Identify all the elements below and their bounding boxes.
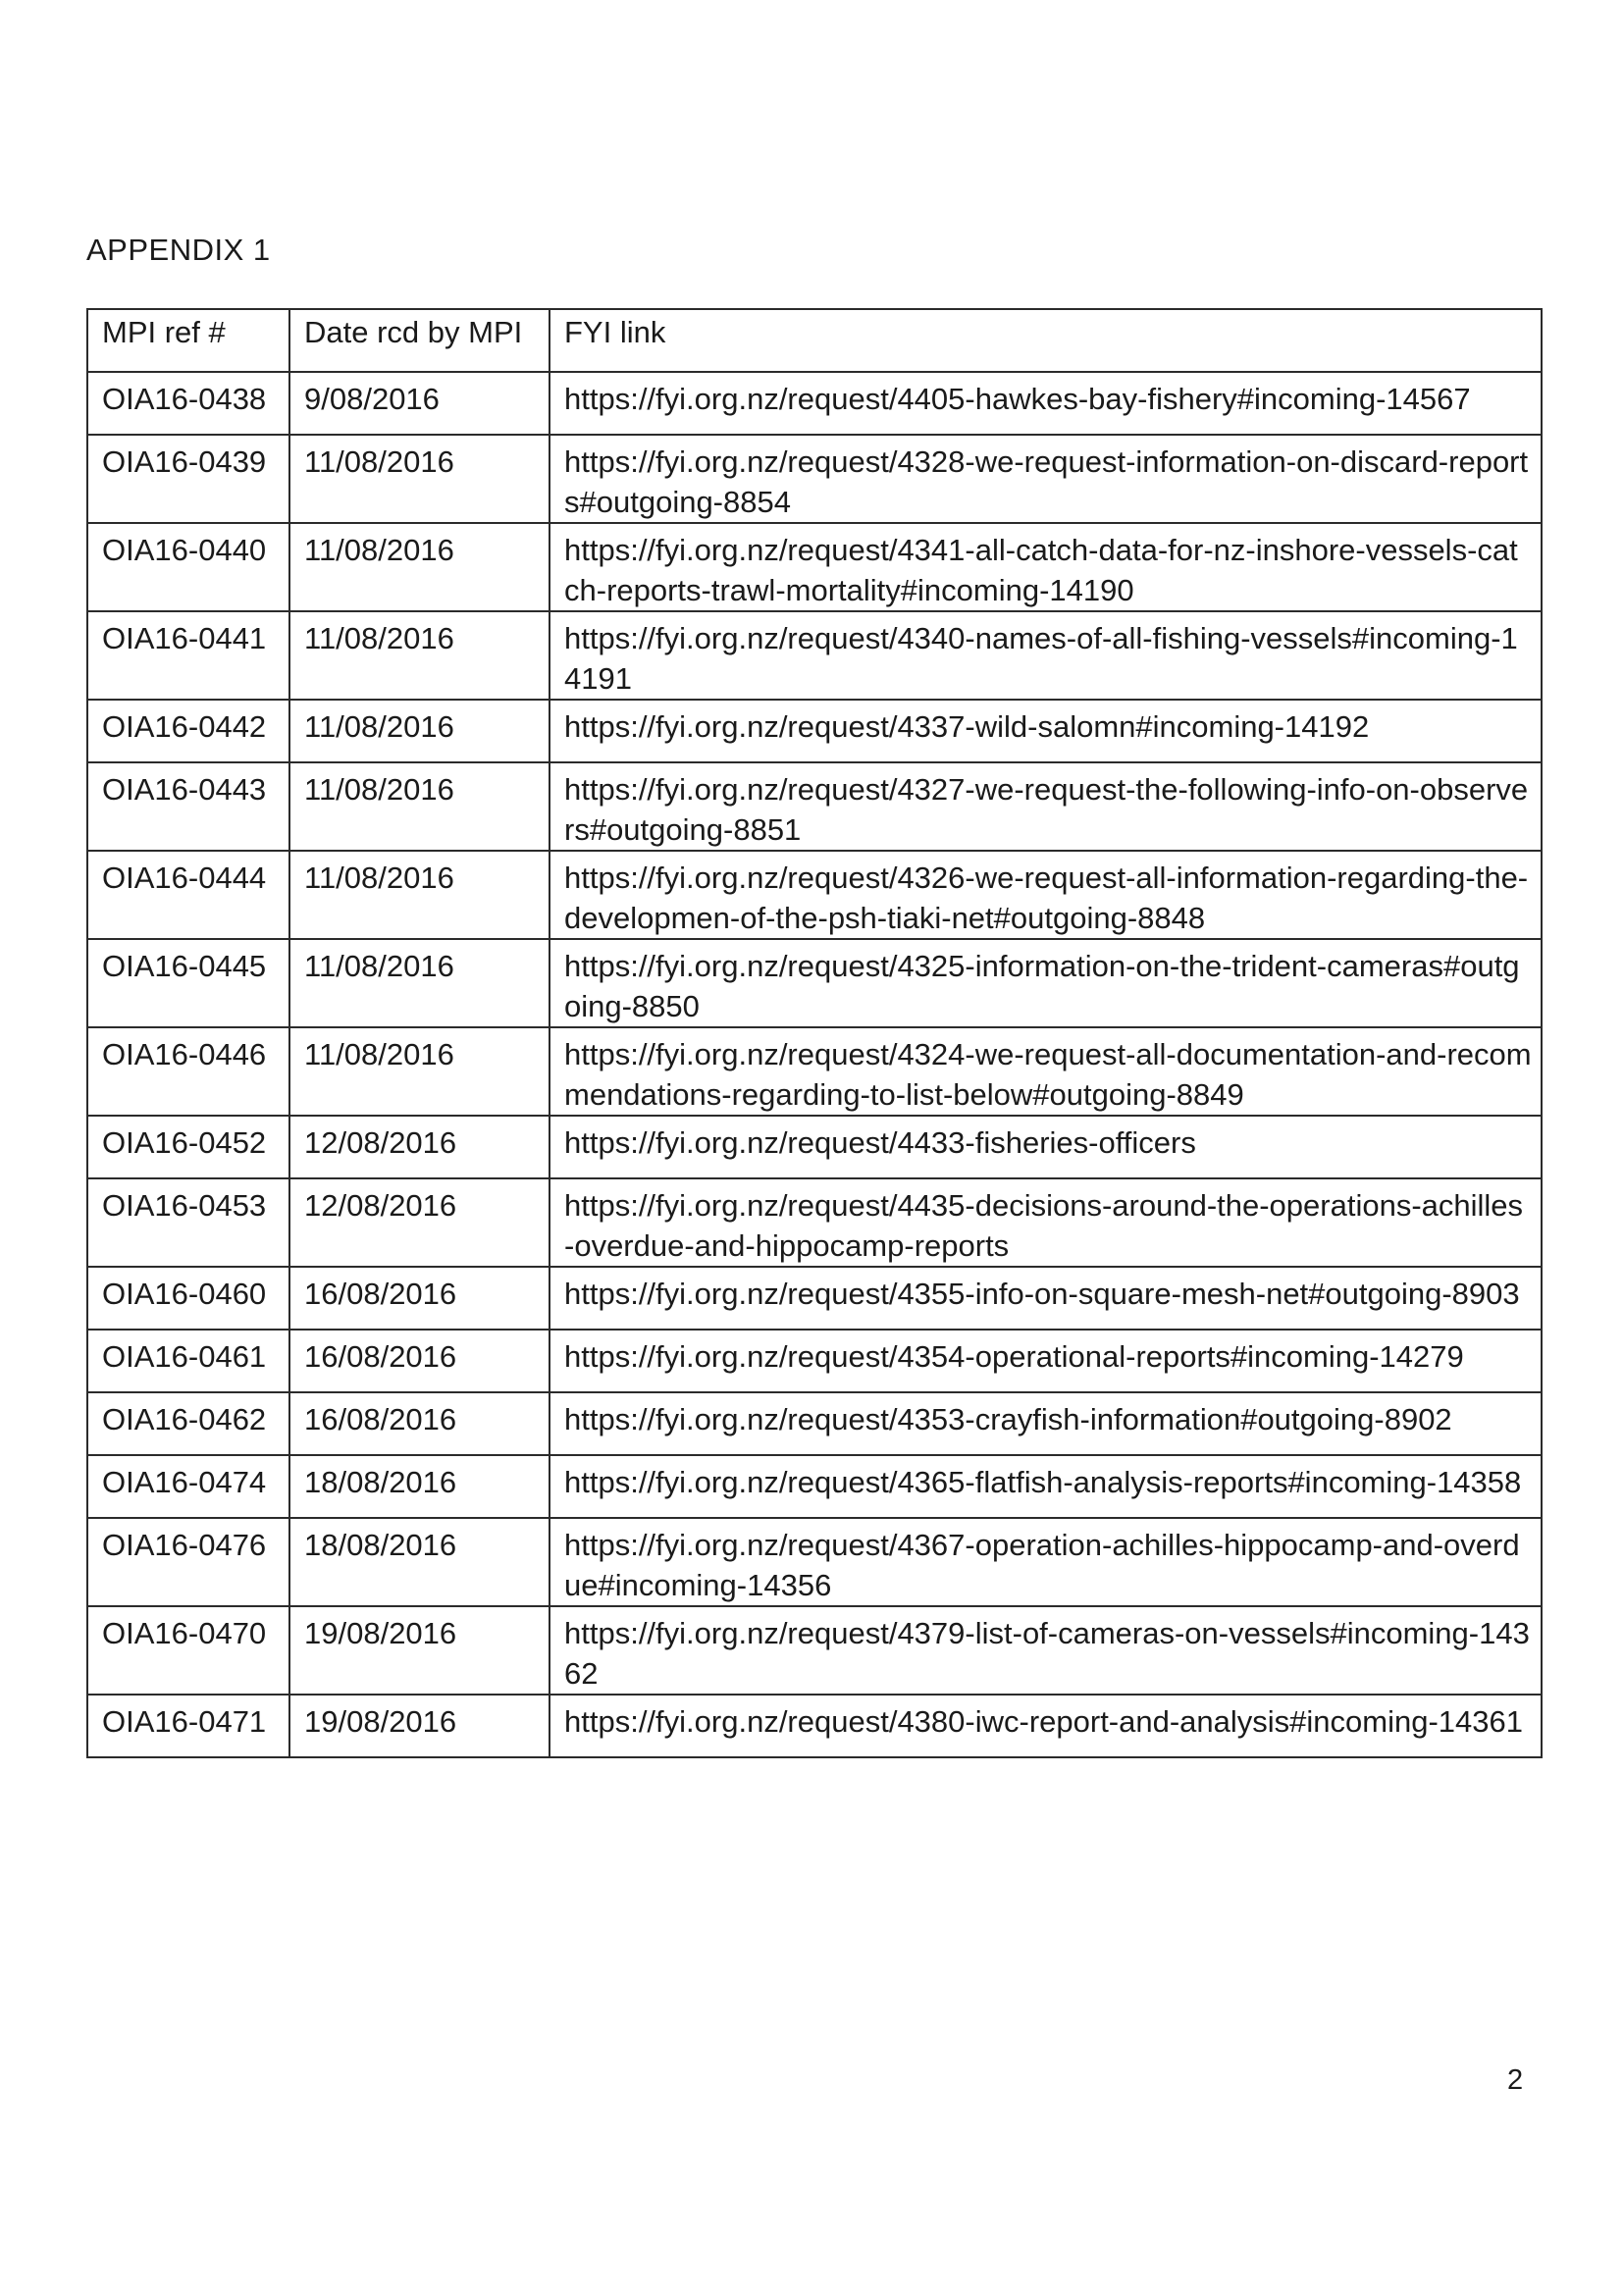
date-cell: 11/08/2016 [289,523,550,611]
header-date-received: Date rcd by MPI [289,309,550,372]
date-cell: 18/08/2016 [289,1518,550,1606]
fyi-link-cell: https://fyi.org.nz/request/4435-decisions-around-the-operations-achilles-overdue-and-hippocamp-reports [550,1178,1542,1267]
mpi-ref-cell: OIA16-0476 [87,1518,289,1606]
table-row [87,1178,1542,1267]
date-cell: 18/08/2016 [289,1455,550,1518]
page-number: 2 [1507,2064,1524,2096]
date-cell: 16/08/2016 [289,1330,550,1392]
table-row [87,1267,1542,1330]
date-cell: 9/08/2016 [289,372,550,435]
table-row [87,851,1542,939]
fyi-link-cell: https://fyi.org.nz/request/4337-wild-salomn#incoming-14192 [550,700,1542,762]
mpi-ref-cell: OIA16-0452 [87,1116,289,1178]
mpi-ref-cell: OIA16-0439 [87,435,289,523]
mpi-ref-cell: OIA16-0453 [87,1178,289,1267]
fyi-link-cell: https://fyi.org.nz/request/4405-hawkes-bay-fishery#incoming-14567 [550,372,1542,435]
mpi-ref-cell: OIA16-0462 [87,1392,289,1455]
appendix-table [86,308,1543,1758]
mpi-ref-cell: OIA16-0446 [87,1027,289,1116]
mpi-ref-cell: OIA16-0440 [87,523,289,611]
fyi-link-cell: https://fyi.org.nz/request/4353-crayfish-information#outgoing-8902 [550,1392,1542,1455]
fyi-link-cell: https://fyi.org.nz/request/4327-we-request-the-following-info-on-observers#outgoing-8851 [550,762,1542,851]
mpi-ref-cell: OIA16-0470 [87,1606,289,1695]
table-row [87,1027,1542,1116]
appendix-heading: APPENDIX 1 [86,233,271,267]
fyi-link-cell: https://fyi.org.nz/request/4367-operation-achilles-hippocamp-and-overdue#incoming-14356 [550,1518,1542,1606]
table-row [87,1518,1542,1606]
table-row [87,700,1542,762]
fyi-link-cell: https://fyi.org.nz/request/4355-info-on-square-mesh-net#outgoing-8903 [550,1267,1542,1330]
date-cell: 11/08/2016 [289,1027,550,1116]
date-cell: 16/08/2016 [289,1392,550,1455]
fyi-link-cell: https://fyi.org.nz/request/4380-iwc-report-and-analysis#incoming-14361 [550,1695,1542,1757]
fyi-link-cell: https://fyi.org.nz/request/4379-list-of-cameras-on-vessels#incoming-14362 [550,1606,1542,1695]
mpi-ref-cell: OIA16-0445 [87,939,289,1027]
table-header-row [87,309,1542,372]
mpi-ref-cell: OIA16-0441 [87,611,289,700]
table-row [87,611,1542,700]
table-row [87,435,1542,523]
fyi-link-cell: https://fyi.org.nz/request/4326-we-request-all-information-regarding-the-developmen-of-the-psh-tiaki-net#outgoing-8848 [550,851,1542,939]
table-row [87,939,1542,1027]
fyi-link-cell: https://fyi.org.nz/request/4325-information-on-the-trident-cameras#outgoing-8850 [550,939,1542,1027]
fyi-link-cell: https://fyi.org.nz/request/4354-operational-reports#incoming-14279 [550,1330,1542,1392]
table-row [87,1606,1542,1695]
mpi-ref-cell: OIA16-0442 [87,700,289,762]
fyi-link-cell: https://fyi.org.nz/request/4433-fisheries-officers [550,1116,1542,1178]
date-cell: 12/08/2016 [289,1116,550,1178]
date-cell: 19/08/2016 [289,1606,550,1695]
table-row [87,1695,1542,1757]
table-row [87,1455,1542,1518]
date-cell: 16/08/2016 [289,1267,550,1330]
fyi-link-cell: https://fyi.org.nz/request/4340-names-of-all-fishing-vessels#incoming-14191 [550,611,1542,700]
date-cell: 11/08/2016 [289,435,550,523]
date-cell: 11/08/2016 [289,611,550,700]
mpi-ref-cell: OIA16-0460 [87,1267,289,1330]
table-row [87,1392,1542,1455]
date-cell: 11/08/2016 [289,851,550,939]
fyi-link-cell: https://fyi.org.nz/request/4341-all-catch-data-for-nz-inshore-vessels-catch-reports-trawl-mortality#incoming-14190 [550,523,1542,611]
mpi-ref-cell: OIA16-0443 [87,762,289,851]
mpi-ref-cell: OIA16-0474 [87,1455,289,1518]
mpi-ref-cell: OIA16-0461 [87,1330,289,1392]
date-cell: 11/08/2016 [289,700,550,762]
table-row [87,523,1542,611]
mpi-ref-cell: OIA16-0438 [87,372,289,435]
table-row [87,372,1542,435]
header-fyi-link: FYI link [550,309,1542,372]
mpi-ref-cell: OIA16-0471 [87,1695,289,1757]
date-cell: 11/08/2016 [289,762,550,851]
header-mpi-ref: MPI ref # [87,309,289,372]
date-cell: 19/08/2016 [289,1695,550,1757]
mpi-ref-cell: OIA16-0444 [87,851,289,939]
date-cell: 12/08/2016 [289,1178,550,1267]
fyi-link-cell: https://fyi.org.nz/request/4324-we-request-all-documentation-and-recommendations-regarding-to-list-below#outgoing-8849 [550,1027,1542,1116]
fyi-link-cell: https://fyi.org.nz/request/4365-flatfish-analysis-reports#incoming-14358 [550,1455,1542,1518]
table-row [87,1330,1542,1392]
fyi-link-cell: https://fyi.org.nz/request/4328-we-request-information-on-discard-reports#outgoing-8854 [550,435,1542,523]
date-cell: 11/08/2016 [289,939,550,1027]
table-row [87,762,1542,851]
table-row [87,1116,1542,1178]
